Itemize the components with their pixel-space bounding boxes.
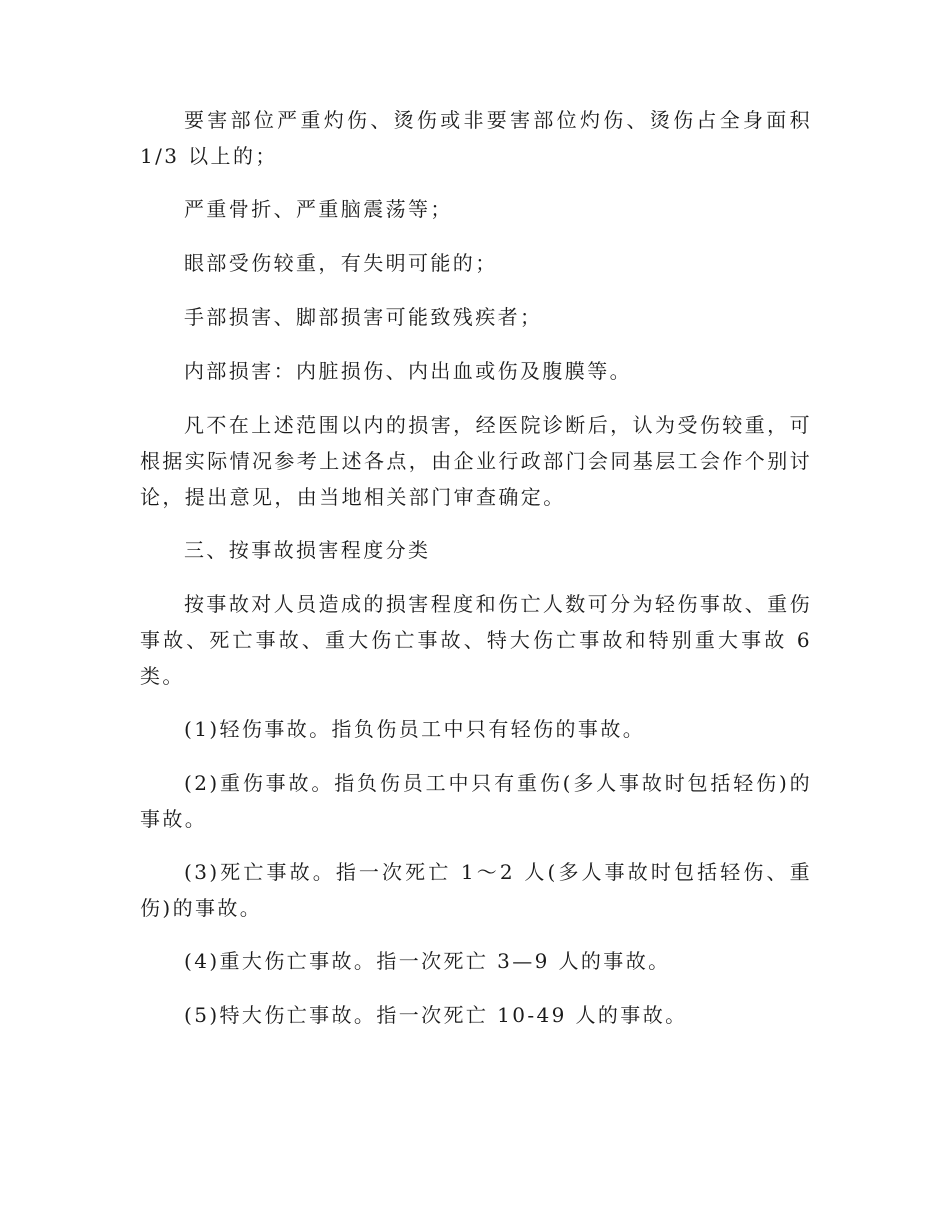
- paragraph-internal-injury: 内部损害：内脏损伤、内出血或伤及腹膜等。: [184, 359, 632, 383]
- paragraph-hand-foot-injury: 手部损害、脚部损害可能致残疾者；: [184, 305, 543, 329]
- paragraph-eye-injury: 眼部受伤较重，有失明可能的；: [184, 251, 498, 275]
- paragraph-burns: 要害部位严重灼伤、烫伤或非要害部位灼伤、烫伤占全身面积 1/3 以上的；: [140, 108, 812, 168]
- document-body: [140, 102, 812, 1033]
- section-heading-severity: 三、按事故损害程度分类: [184, 538, 431, 562]
- paragraph-other-injuries: 凡不在上述范围以内的损害，经医院诊断后，认为受伤较重，可根据实际情况参考上述各点，由企业行政部门会同基层工会作个别讨论，提出意见，由当地相关部门审查确定。: [140, 413, 812, 509]
- list-item-major-casualty: (4)重大伤亡事故。指一次死亡 3—9 人的事故。: [184, 949, 671, 973]
- list-item-minor-injury: (1)轻伤事故。指负伤员工中只有轻伤的事故。: [184, 717, 646, 741]
- list-item-extraordinary-casualty: (5)特大伤亡事故。指一次死亡 10-49 人的事故。: [184, 1003, 688, 1027]
- paragraph-severity-overview: 按事故对人员造成的损害程度和伤亡人数可分为轻伤事故、重伤事故、死亡事故、重大伤亡事故、特大伤亡事故和特别重大事故 6 类。: [140, 592, 812, 688]
- list-item-serious-injury: (2)重伤事故。指负伤员工中只有重伤(多人事故时包括轻伤)的事故。: [140, 771, 812, 831]
- list-item-fatal-accident: (3)死亡事故。指一次死亡 1～2 人(多人事故时包括轻伤、重伤)的事故。: [140, 860, 812, 920]
- paragraph-fractures: 严重骨折、严重脑震荡等；: [184, 197, 453, 221]
